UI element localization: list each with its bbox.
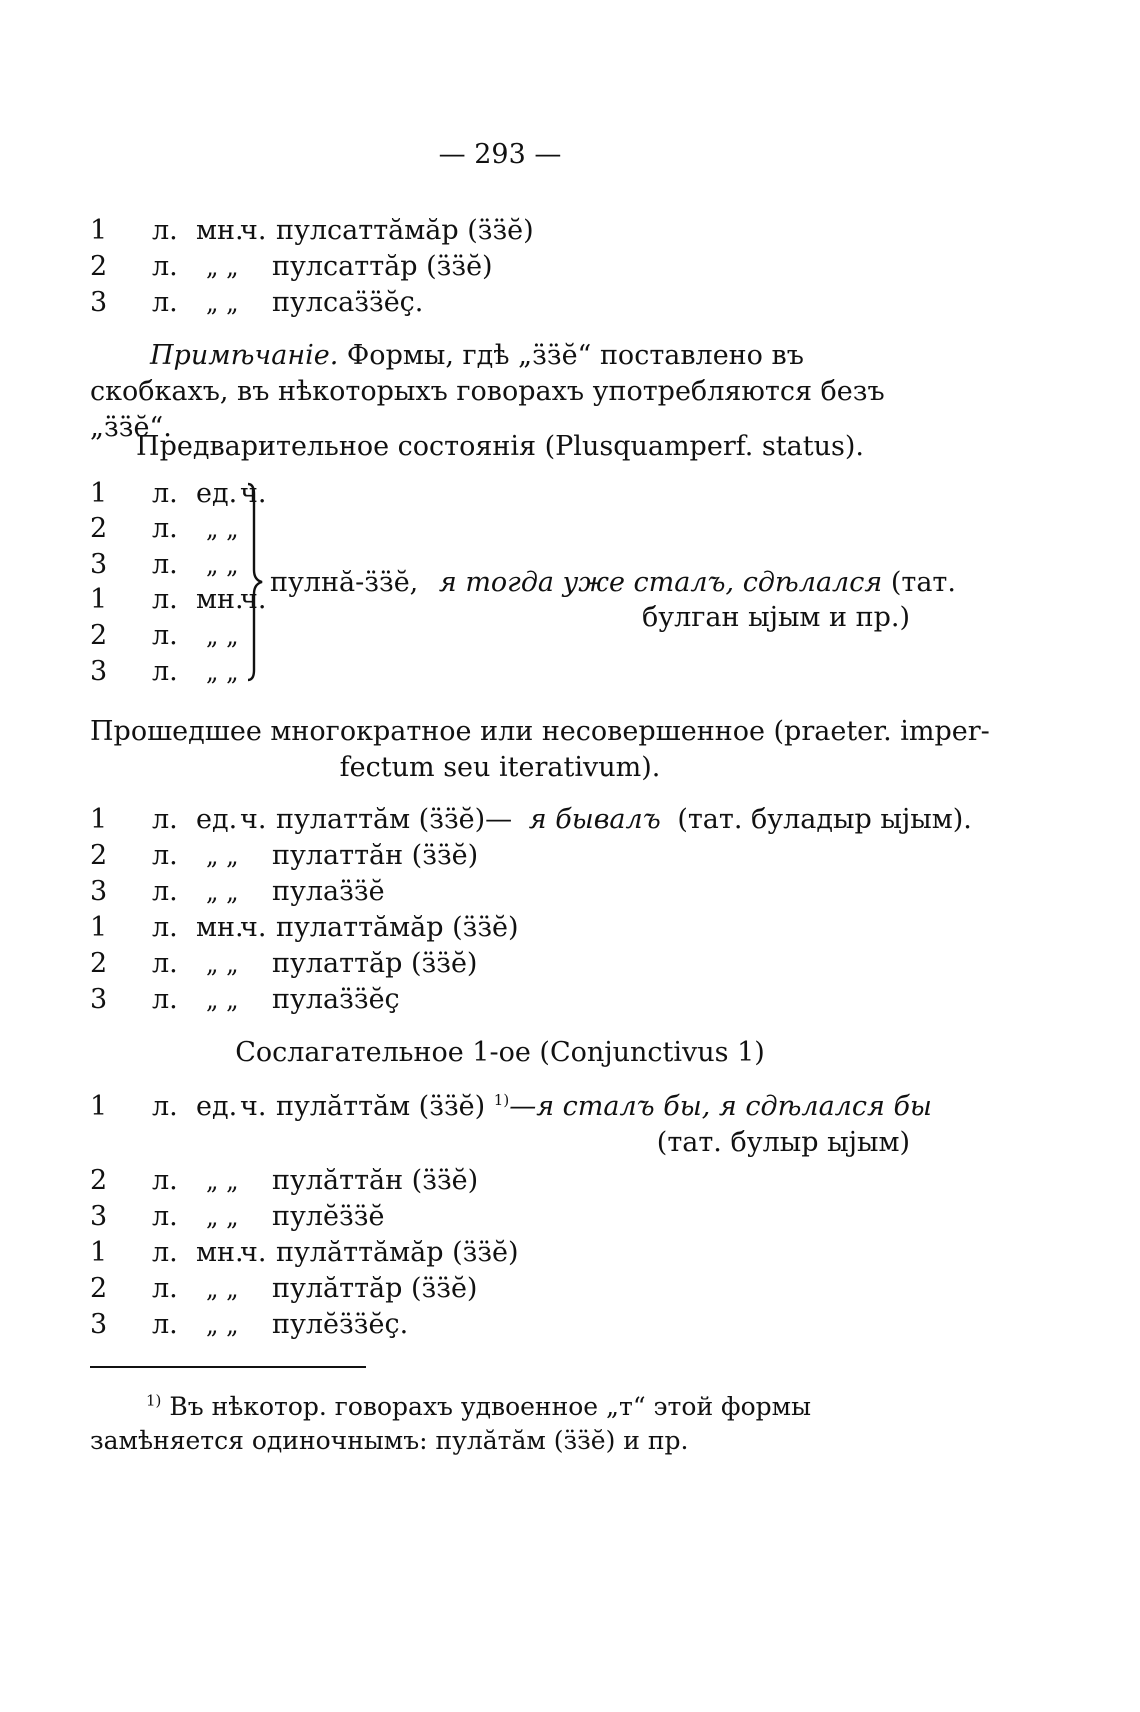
paradigm-row: 1 л. мн.ч. пулăттăмăр (ӟӟĕ): [90, 1237, 519, 1268]
paradigm-row: 3 л. „ „ пулĕӟӟĕç.: [90, 1309, 409, 1340]
section-heading: Предварительное состоянія (Plusquamperf. status).: [136, 431, 864, 462]
pluperfect-tatar: булган ыјым и пр.): [641, 602, 910, 633]
subjunctive-tatar: (тат. булыр ыјым): [656, 1127, 910, 1158]
paradigm-row: 2 л. „ „: [90, 513, 239, 544]
paradigm-row: 2 л. „ „ пулаттăн (ӟӟĕ): [90, 840, 479, 871]
paradigm-row: 2 л. „ „ пулăттăн (ӟӟĕ): [90, 1165, 479, 1196]
pluperfect-meaning: пулнă-ӟӟĕ, я тогда уже сталъ, сдѣлался (тат.: [270, 567, 956, 598]
paradigm-row: 3 л. „ „ пулĕӟӟĕ: [90, 1201, 385, 1232]
footnote-divider: [90, 1366, 366, 1368]
paradigm-row: 2 л. „ „ пулаттăр (ӟӟĕ): [90, 948, 478, 979]
paradigm-row: 1 л. ед. ч.: [90, 478, 267, 509]
paradigm-row: 3 л. „ „: [90, 656, 239, 687]
paradigm-row: 2 л. „ „ пулăттăр (ӟӟĕ): [90, 1273, 478, 1304]
paradigm-row: 1 л. мн.ч. пулсаттăмăр (ӟӟĕ): [90, 215, 534, 246]
paradigm-row: 2 л. „ „ пулсаттăр (ӟӟĕ): [90, 251, 493, 282]
paradigm-row: 2 л. „ „: [90, 620, 239, 651]
paradigm-row: 1 л. мн.ч.: [90, 584, 267, 615]
paradigm-row: 1 л. ед. ч. пулаттăм (ӟӟĕ)— я бывалъ (тат. буладыр ыјым).: [90, 804, 972, 835]
footnote: [90, 1390, 910, 1458]
section-heading-cont: fectum seu iterativum).: [339, 752, 661, 783]
footnote-text: Въ нѣкотор. говорахъ удвоенное „т“ этой формы замѣняется одиночнымъ: пулăтăм (ӟӟĕ) и пр.: [90, 1392, 812, 1455]
note-label: Примѣчаніе.: [150, 340, 339, 371]
section-heading: Прошедшее многократное или несовершенное (praeter. imper-: [90, 716, 990, 747]
section-heading: Сослагательное 1-ое (Conjunctivus 1): [235, 1037, 765, 1068]
paradigm-row: 1 л. мн.ч. пулаттăмăр (ӟӟĕ): [90, 912, 519, 943]
footnote-mark: 1): [146, 1391, 162, 1410]
note-text: Формы, гдѣ „ӟӟĕ“ поставлено въ скобкахъ, въ нѣкоторыхъ говорахъ употребляются безъ „ӟӟĕ“.: [90, 340, 885, 443]
paradigm-row: 3 л. „ „ пулсаӟӟĕç.: [90, 287, 424, 318]
paradigm-row: 3 л. „ „ пулаӟӟĕç: [90, 984, 400, 1015]
curly-brace: [244, 482, 270, 682]
page-number: — 293 —: [438, 139, 562, 170]
paradigm-row: 3 л. „ „: [90, 549, 239, 580]
footnote-ref: 1): [493, 1091, 510, 1109]
paradigm-row: 3 л. „ „ пулаӟӟĕ: [90, 876, 385, 907]
paradigm-row: 1 л. ед. ч. пулăттăм (ӟӟĕ) $^{1)}$—я сталъ бы, я сдѣлался бы: [90, 1091, 932, 1122]
